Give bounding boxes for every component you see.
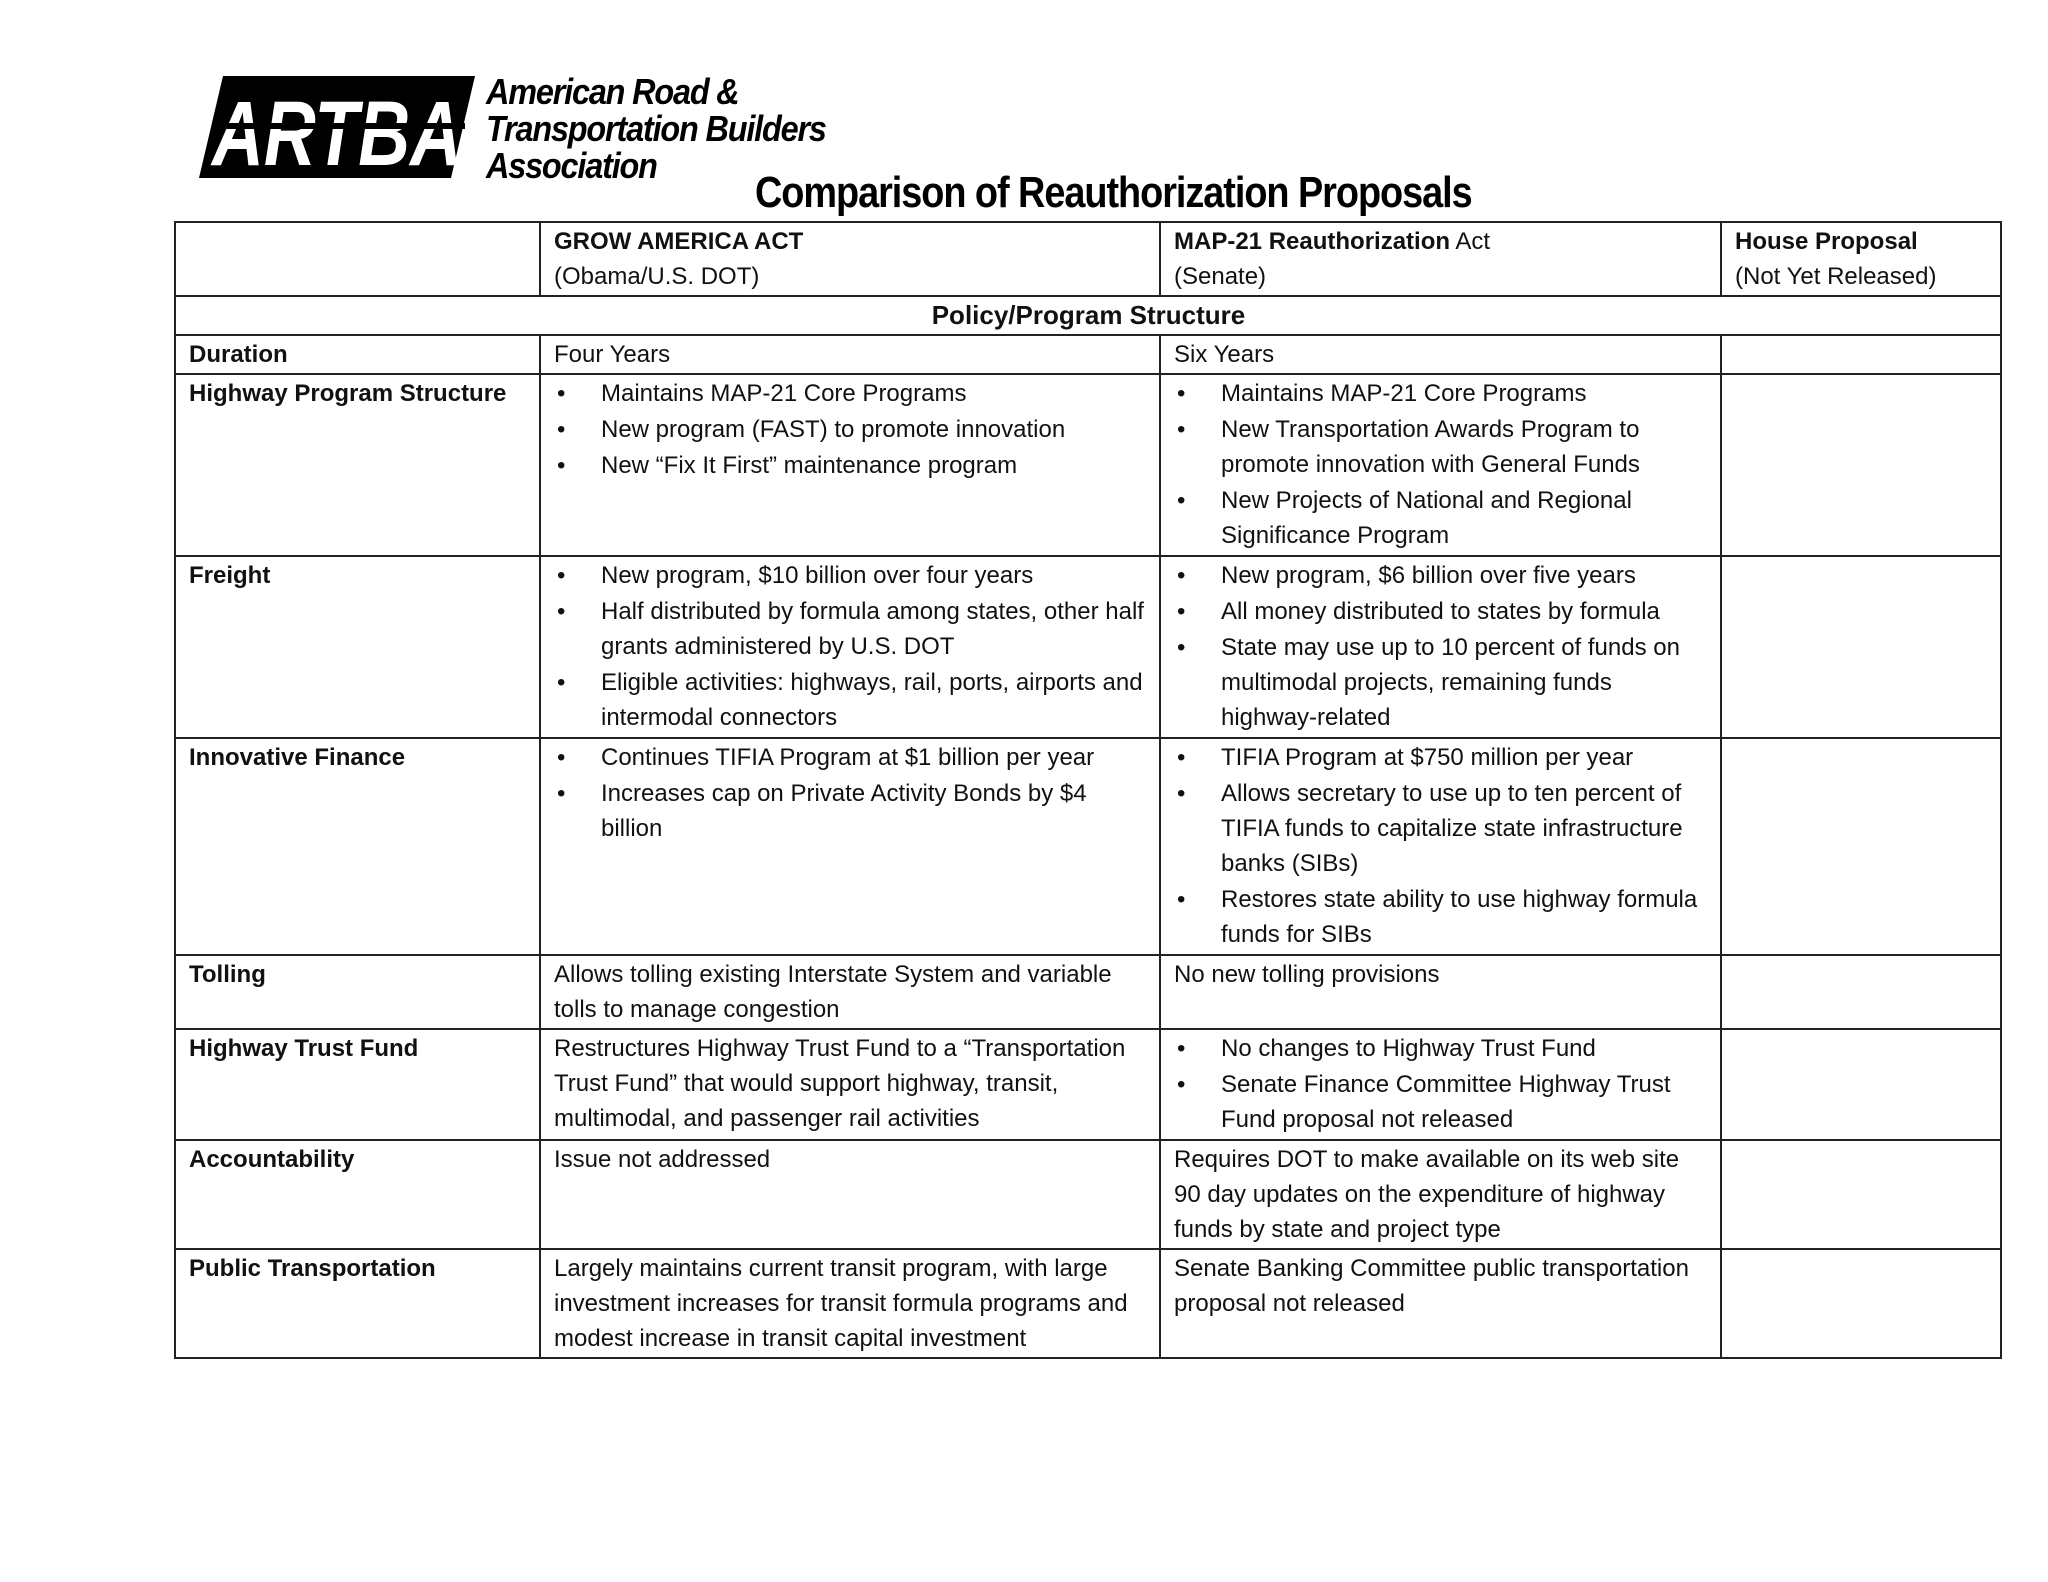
cell-house: [1721, 556, 2001, 738]
bullet-item: • New Transportation Awards Program to promote innovation with General Funds: [1174, 412, 1708, 482]
bullet-item: • No changes to Highway Trust Fund: [1174, 1031, 1708, 1066]
table-row-duration: [175, 335, 2001, 374]
section-title: Policy/Program Structure: [175, 296, 2001, 335]
cell-text: Allows tolling existing Interstate System and variable tolls to manage congestion: [554, 961, 1112, 1023]
row-label: Accountability: [175, 1140, 540, 1249]
cell-map: [1160, 738, 1721, 955]
comparison-table: [174, 221, 2002, 1359]
table-row-tolling: [175, 955, 2001, 1029]
cell-map: [1160, 955, 1721, 1029]
header-empty-cell: [175, 222, 540, 296]
comparison-table-body: [175, 222, 2001, 1358]
document-title: Comparison of Reauthorization Proposals: [755, 168, 1472, 217]
cell-grow: [540, 556, 1160, 738]
cell-grow: [540, 1249, 1160, 1358]
bullet-list: [1174, 558, 1708, 735]
document-header: [195, 72, 1495, 222]
organization-name-line-2: Transportation Builders: [486, 108, 826, 149]
row-label: Innovative Finance: [175, 738, 540, 955]
house-proposal-title: House Proposal: [1735, 228, 1918, 255]
cell-map: [1160, 1029, 1721, 1140]
house-proposal-subtitle: (Not Yet Released): [1735, 263, 1937, 290]
cell-text: Six Years: [1174, 341, 1275, 368]
cell-map: [1160, 335, 1721, 374]
cell-house: [1721, 374, 2001, 556]
bullet-item: • New program, $6 billion over five years: [1174, 558, 1708, 593]
bullet-item: • New program, $10 billion over four years: [554, 558, 1147, 593]
cell-grow: [540, 738, 1160, 955]
cell-text: Four Years: [554, 341, 671, 368]
row-label: Highway Trust Fund: [175, 1029, 540, 1140]
header-map21: [1160, 222, 1721, 296]
row-label: Tolling: [175, 955, 540, 1029]
header-house-proposal: [1721, 222, 2001, 296]
table-row-innovative-finance: [175, 738, 2001, 955]
organization-name-line-3: Association: [486, 145, 657, 186]
cell-house: [1721, 738, 2001, 955]
row-label: Highway Program Structure: [175, 374, 540, 556]
cell-grow: [540, 955, 1160, 1029]
table-row-public-transportation: [175, 1249, 2001, 1358]
cell-house: [1721, 1140, 2001, 1249]
bullet-item: • TIFIA Program at $750 million per year: [1174, 740, 1708, 775]
row-label: Freight: [175, 556, 540, 738]
bullet-list: [554, 740, 1147, 846]
cell-house: [1721, 1029, 2001, 1140]
map21-subtitle: (Senate): [1174, 263, 1267, 290]
cell-text: No new tolling provisions: [1174, 961, 1440, 988]
cell-text: Issue not addressed: [554, 1146, 771, 1173]
bullet-item: • New “Fix It First” maintenance program: [554, 448, 1147, 483]
artba-logo-mark: [195, 72, 480, 185]
header-grow-america: [540, 222, 1160, 296]
bullet-item: • All money distributed to states by formula: [1174, 594, 1708, 629]
bullet-item: • New program (FAST) to promote innovation: [554, 412, 1147, 447]
bullet-item: • Senate Finance Committee Highway Trust Fund proposal not released: [1174, 1067, 1708, 1137]
row-label: Public Transportation: [175, 1249, 540, 1358]
section-row: [175, 296, 2001, 335]
bullet-list: [1174, 740, 1708, 952]
bullet-list: [554, 376, 1147, 483]
bullet-item: • Allows secretary to use up to ten percent of TIFIA funds to capitalize state infrastructure banks (SIBs): [1174, 776, 1708, 881]
bullet-list: [554, 558, 1147, 735]
bullet-item: • Maintains MAP-21 Core Programs: [1174, 376, 1708, 411]
table-row-accountability: [175, 1140, 2001, 1249]
logo-mark-text: ARTBA: [210, 83, 462, 185]
column-header-row: [175, 222, 2001, 296]
organization-name-line-1: American Road &: [486, 71, 739, 112]
cell-map: [1160, 556, 1721, 738]
cell-map: [1160, 1140, 1721, 1249]
cell-map: [1160, 374, 1721, 556]
bullet-item: • Increases cap on Private Activity Bonds by $4 billion: [554, 776, 1147, 846]
bullet-list: [1174, 1031, 1708, 1137]
cell-house: [1721, 335, 2001, 374]
bullet-item: • State may use up to 10 percent of funds on multimodal projects, remaining funds highway-related: [1174, 630, 1708, 735]
cell-house: [1721, 955, 2001, 1029]
map21-title: MAP-21 Reauthorization: [1174, 228, 1451, 255]
cell-text: Requires DOT to make available on its web site 90 day updates on the expenditure of highway funds by state and project type: [1174, 1146, 1680, 1243]
bullet-item: • Maintains MAP-21 Core Programs: [554, 376, 1147, 411]
cell-house: [1721, 1249, 2001, 1358]
cell-grow: [540, 335, 1160, 374]
bullet-item: • Continues TIFIA Program at $1 billion per year: [554, 740, 1147, 775]
cell-grow: [540, 374, 1160, 556]
bullet-item: • Eligible activities: highways, rail, ports, airports and intermodal connectors: [554, 665, 1147, 735]
bullet-list: [1174, 376, 1708, 553]
table-row-highway-program-structure: [175, 374, 2001, 556]
bullet-item: • New Projects of National and Regional Significance Program: [1174, 483, 1708, 553]
bullet-item: • Restores state ability to use highway formula funds for SIBs: [1174, 882, 1708, 952]
cell-grow: [540, 1140, 1160, 1249]
cell-text: Largely maintains current transit program, with large investment increases for transit formula programs and modest increase in transit capital investment: [554, 1255, 1128, 1352]
cell-map: [1160, 1249, 1721, 1358]
table-row-freight: [175, 556, 2001, 738]
grow-america-title: GROW AMERICA ACT: [554, 228, 804, 255]
cell-text: Senate Banking Committee public transportation proposal not released: [1174, 1255, 1689, 1317]
table-row-highway-trust-fund: [175, 1029, 2001, 1140]
row-label: Duration: [175, 335, 540, 374]
bullet-item: • Half distributed by formula among states, other half grants administered by U.S. DOT: [554, 594, 1147, 664]
grow-america-subtitle: (Obama/U.S. DOT): [554, 263, 760, 290]
cell-grow: [540, 1029, 1160, 1140]
map21-title-rest: Act: [1450, 228, 1491, 255]
cell-text: Restructures Highway Trust Fund to a “Transportation Trust Fund” that would support highway, transit, multimodal, and passenger rail activities: [554, 1035, 1126, 1132]
